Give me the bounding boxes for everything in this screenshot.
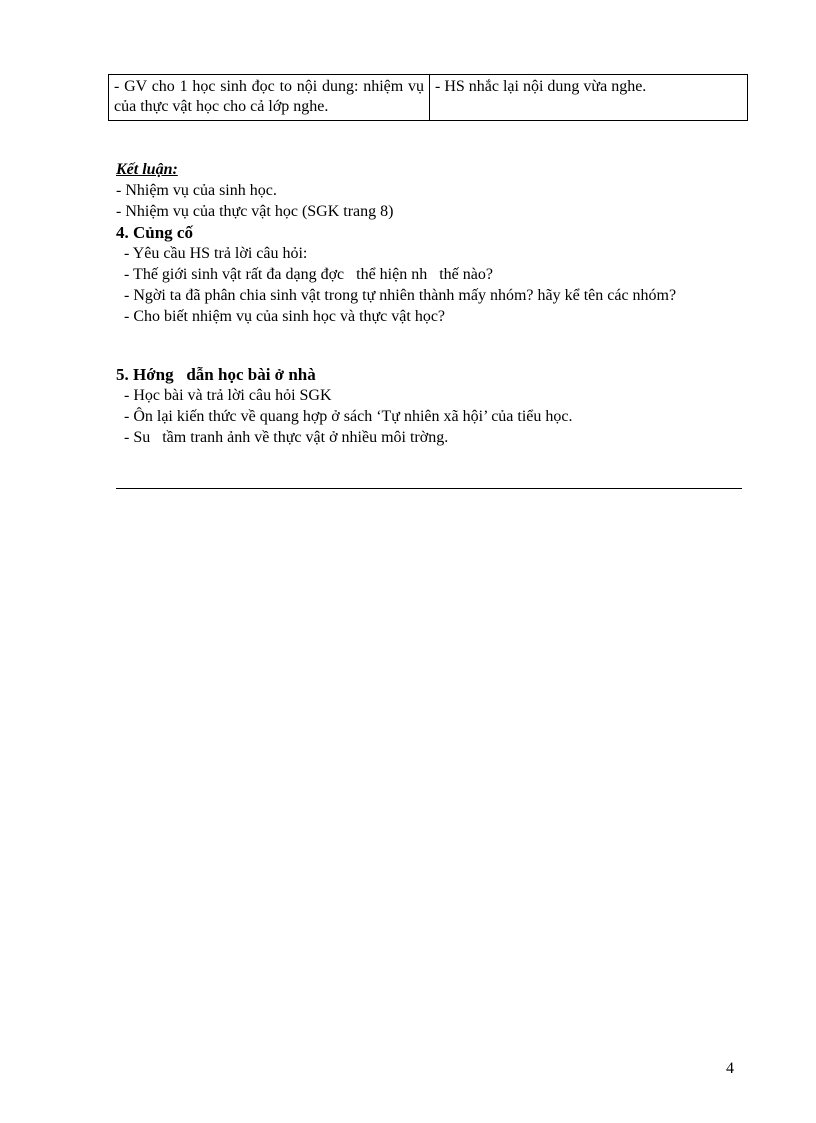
conclusion-item: - Nhiệm vụ của thực vật học (SGK trang 8): [116, 203, 394, 220]
homework-block: [116, 364, 744, 448]
student-activity-cell: - HS nhắc lại nội dung vừa nghe.: [430, 75, 748, 121]
section-5-item: - Ôn lại kiến thức về quang hợp ở sách ‘Tự nhiên xã hội’ của tiểu học.: [124, 408, 573, 425]
conclusion-heading: Kết luận:: [116, 161, 178, 178]
section-5-item: - Su tầm tranh ảnh về thực vật ở nhiều môi trờng.: [124, 429, 449, 446]
page-number: 4: [726, 1060, 734, 1077]
section-4-heading: 4. Củng cố: [116, 223, 193, 242]
section-4-item: - Ngời ta đã phân chia sinh vật trong tự nhiên thành mấy nhóm? hãy kể tên các nhóm?: [124, 287, 677, 304]
section-4-item: - Cho biết nhiệm vụ của sinh học và thực vật học?: [124, 308, 446, 325]
activity-table: [108, 74, 748, 121]
teacher-activity-cell: - GV cho 1 học sinh đọc to nội dung: nhiệm vụ của thực vật học cho cả lớp nghe.: [109, 75, 430, 121]
section-5-heading: 5. Hớng dẫn học bài ở nhà: [116, 365, 316, 384]
section-5-item: - Học bài và trả lời câu hỏi SGK: [124, 387, 332, 404]
table-row: [109, 75, 748, 121]
section-4-item: - Thế giới sinh vật rất đa dạng đợc thể hiện nh thế nào?: [124, 266, 493, 283]
conclusion-item: - Nhiệm vụ của sinh học.: [116, 182, 277, 199]
horizontal-divider: [116, 488, 742, 489]
conclusion-block: [116, 159, 744, 327]
section-4-item: - Yêu cầu HS trả lời câu hỏi:: [124, 245, 308, 262]
